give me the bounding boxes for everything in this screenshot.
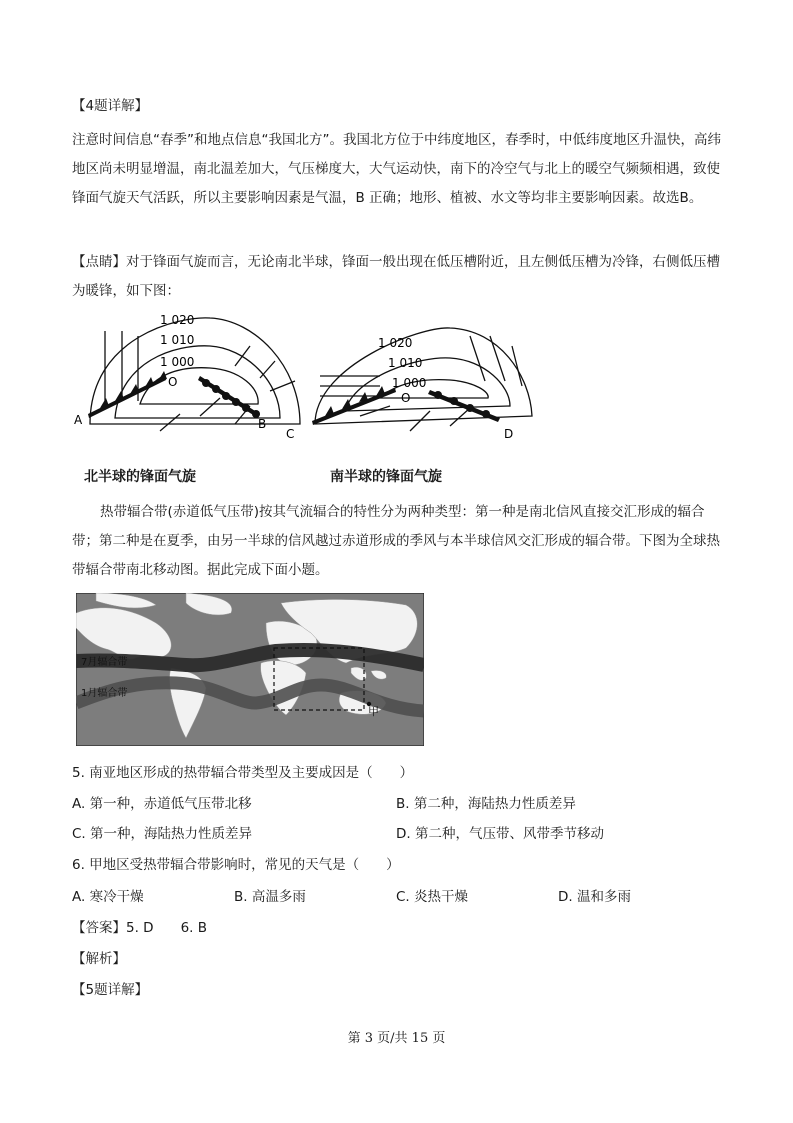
answer-line <box>72 918 207 938</box>
q5-header: 【5题详解】 <box>72 982 149 998</box>
north-cyclone <box>90 318 300 431</box>
q4-header: 【4题详解】 <box>72 98 149 114</box>
south-center-o: O <box>401 391 411 405</box>
north-isobar-1010: 1 010 <box>160 333 195 347</box>
analysis-label: 【解析】 <box>72 951 126 967</box>
south-point-c: C <box>286 427 295 441</box>
page-footer: 第 3 页/共 15 页 <box>347 1031 446 1046</box>
q6-option-d[interactable]: D. 温和多雨 <box>558 889 631 905</box>
answer-label: 【答案】 <box>72 920 126 936</box>
q6-option-a[interactable]: A. 寒冷干燥 <box>72 889 144 905</box>
north-point-b: B <box>258 417 267 431</box>
south-isobar-1010: 1 010 <box>388 356 423 370</box>
q5-option-d[interactable]: D. 第二种，气压带、风带季节移动 <box>396 826 604 842</box>
cyclone-figure <box>60 306 540 451</box>
q5-option-b[interactable]: B. 第二种，海陆热力性质差异 <box>396 796 576 812</box>
north-warm-front <box>198 376 260 418</box>
q6-option-c[interactable]: C. 炎热干燥 <box>396 889 469 905</box>
q6-stem: 6. 甲地区受热带辐合带影响时，常见的天气是（ ） <box>72 857 400 873</box>
north-center-o: O <box>168 375 178 389</box>
north-caption: 北半球的锋面气旋 <box>84 469 196 485</box>
south-isobar-1020: 1 020 <box>378 336 413 350</box>
q6-option-b[interactable]: B. 高温多雨 <box>234 889 306 905</box>
north-point-a: A <box>74 413 83 427</box>
north-isobar-1020: 1 020 <box>160 313 195 327</box>
itcz-map <box>76 593 424 746</box>
south-isobar-1000: 1 000 <box>392 376 427 390</box>
q5-option-a[interactable]: A. 第一种，赤道低气压带北移 <box>72 796 252 812</box>
south-cold-front <box>312 386 396 425</box>
q5-option-c[interactable]: C. 第一种，海陆热力性质差异 <box>72 826 253 842</box>
north-isobar-1000: 1 000 <box>160 355 195 369</box>
point-jia-label: 甲 <box>368 705 379 718</box>
south-caption: 南半球的锋面气旋 <box>330 469 442 485</box>
january-label: 1月辐合带 <box>81 688 128 699</box>
q4-paragraph: 注意时间信息“春季”和地点信息“我国北方”。我国北方位于中纬度地区，春季时，中低纬度地区升温快，高纬地区尚未明显增温，南北温差加大，气压梯度大，大气运动快，南下的冷空气与北上的暖空气频频相遇，致使锋面气旋天气活跃，所以主要影响因素是气温，B 正确；地形、植被、水文等均非主要影响因素。故选B。 <box>72 132 721 206</box>
july-label: 7月辐合带 <box>81 657 128 668</box>
answer-text: 5. D 6. B <box>126 920 207 936</box>
q4-tip: 【点睛】对于锋面气旋而言，无论南北半球，锋面一般出现在低压槽附近，且左侧低压槽为冷锋，右侧低压槽为暖锋，如下图： <box>72 254 720 299</box>
south-point-d: D <box>504 427 514 441</box>
intro-paragraph: 热带辐合带(赤道低气压带)按其气流辐合的特性分为两种类型：第一种是南北信风直接交汇形成的辐合带；第二种是在夏季，由另一半球的信风越过赤道形成的季风与本半球信风交汇形成的辐合带。下图为全球热带辐合带南北移动图。据此完成下面小题。 <box>72 504 720 578</box>
q5-stem: 5. 南亚地区形成的热带辐合带类型及主要成因是（ ） <box>72 765 414 781</box>
